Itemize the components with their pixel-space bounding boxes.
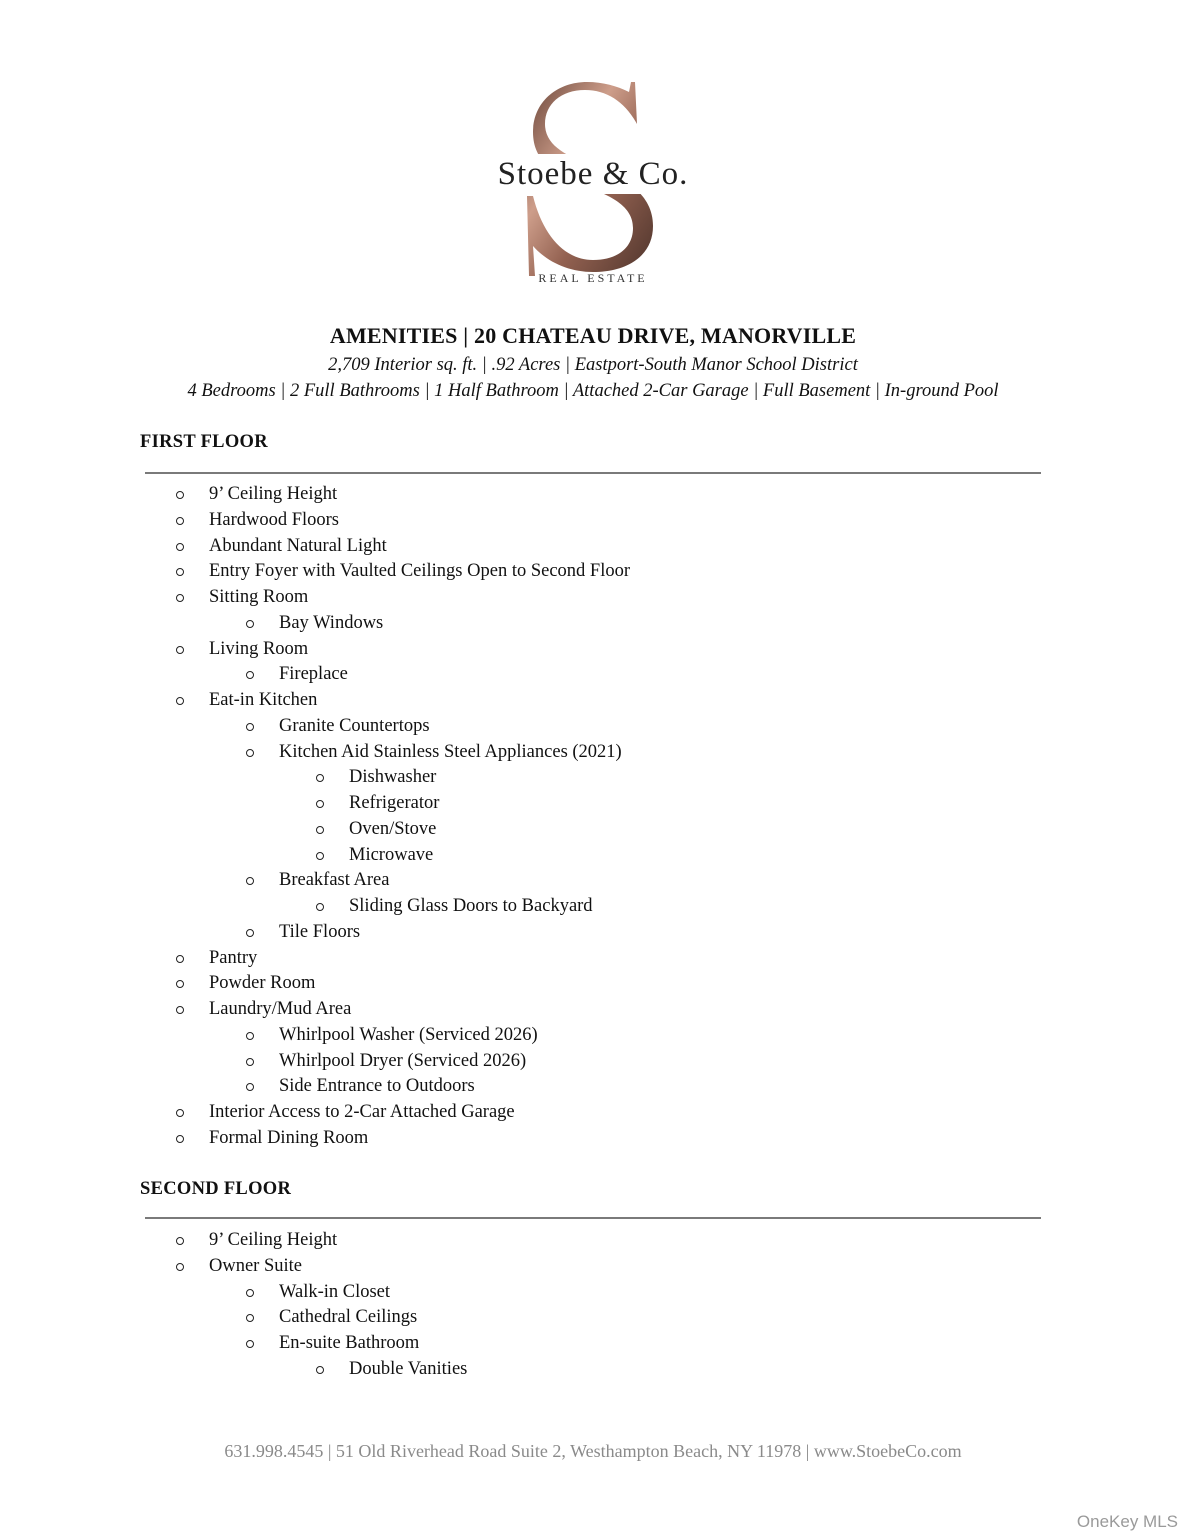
bullet-circle-icon <box>176 1109 184 1117</box>
amenity-text: Owner Suite <box>209 1255 302 1276</box>
bullet-circle-icon <box>246 1289 254 1297</box>
amenity-text: Tile Floors <box>279 921 361 942</box>
first-floor-divider <box>145 472 1041 474</box>
bullet-circle-icon <box>176 955 184 963</box>
bullet-circle-icon <box>316 774 324 782</box>
amenity-text: Side Entrance to Outdoors <box>279 1076 475 1097</box>
amenity-text: Granite Countertops <box>279 715 430 736</box>
bullet-circle-icon <box>316 903 324 911</box>
bullet-circle-icon <box>246 1083 254 1091</box>
bullet-circle-icon <box>316 852 324 860</box>
amenity-text: Kitchen Aid Stainless Steel Appliances (2021) <box>279 741 622 762</box>
amenity-text: Entry Foyer with Vaulted Ceilings Open to Second Floor <box>209 561 631 582</box>
first-floor-heading: FIRST FLOOR <box>140 432 268 452</box>
property-features-summary: 4 Bedrooms | 2 Full Bathrooms | 1 Half Bathroom | Attached 2-Car Garage | Full Basement | In-ground Pool <box>187 381 999 401</box>
amenity-text: Double Vanities <box>349 1358 468 1379</box>
bullet-circle-icon <box>246 1340 254 1348</box>
page-title: AMENITIES | 20 CHATEAU DRIVE, MANORVILLE <box>329 323 857 348</box>
bullet-circle-icon <box>176 1237 184 1245</box>
amenity-text: Bay Windows <box>279 612 384 633</box>
amenity-text: Refrigerator <box>349 793 440 813</box>
bullet-circle-icon <box>246 877 254 885</box>
brand-name: Stoebe & Co. <box>497 156 689 192</box>
bullet-circle-icon <box>316 826 324 834</box>
amenity-text: Living Room <box>209 638 309 659</box>
amenity-text: Whirlpool Washer (Serviced 2026) <box>279 1024 538 1045</box>
amenity-text: Interior Access to 2-Car Attached Garage <box>209 1102 515 1122</box>
amenity-text: 9’ Ceiling Height <box>209 1230 338 1250</box>
amenity-text: Powder Room <box>209 973 316 994</box>
bullet-circle-icon <box>246 671 254 679</box>
bullet-circle-icon <box>316 800 324 808</box>
amenity-text: 9’ Ceiling Height <box>209 484 338 504</box>
second-floor-divider <box>145 1217 1041 1219</box>
amenity-text: Laundry/Mud Area <box>209 999 352 1019</box>
second-floor-heading: SECOND FLOOR <box>140 1179 292 1199</box>
amenity-text: Formal Dining Room <box>209 1127 369 1148</box>
amenity-text: Cathedral Ceilings <box>279 1307 418 1328</box>
amenity-text: Breakfast Area <box>279 870 390 891</box>
bullet-circle-icon <box>176 646 184 654</box>
company-logo <box>485 76 701 288</box>
bullet-circle-icon <box>316 1366 324 1374</box>
bullet-circle-icon <box>176 594 184 602</box>
amenity-text: Walk-in Closet <box>279 1281 391 1302</box>
amenity-text: Fireplace <box>279 664 348 685</box>
amenity-text: Pantry <box>209 947 258 968</box>
bullet-circle-icon <box>176 1263 184 1271</box>
amenity-text: Abundant Natural Light <box>209 535 387 556</box>
bullet-circle-icon <box>176 543 184 551</box>
amenity-text: Sliding Glass Doors to Backyard <box>349 896 593 916</box>
amenity-text: Dishwasher <box>349 767 437 788</box>
amenity-text: Sitting Room <box>209 587 309 607</box>
amenity-text: Whirlpool Dryer (Serviced 2026) <box>279 1050 527 1071</box>
mls-watermark: OneKey MLS <box>1076 1512 1178 1531</box>
amenity-text: Hardwood Floors <box>209 509 340 530</box>
bullet-circle-icon <box>246 749 254 757</box>
brand-tagline: REAL ESTATE <box>538 271 648 285</box>
amenity-text: En-suite Bathroom <box>279 1333 420 1353</box>
bullet-circle-icon <box>246 1058 254 1066</box>
amenity-text: Oven/Stove <box>349 818 437 839</box>
bullet-circle-icon <box>176 517 184 525</box>
footer-contact: 631.998.4545 | 51 Old Riverhead Road Suite 2, Westhampton Beach, NY 11978 | www.StoebeCo.com <box>224 1441 962 1461</box>
amenity-text: Microwave <box>349 844 434 865</box>
bullet-circle-icon <box>176 568 184 576</box>
bullet-circle-icon <box>246 929 254 937</box>
bullet-circle-icon <box>246 723 254 731</box>
bullet-circle-icon <box>176 1006 184 1014</box>
bullet-circle-icon <box>176 697 184 705</box>
bullet-circle-icon <box>176 1135 184 1143</box>
property-summary: 2,709 Interior sq. ft. | .92 Acres | Eastport-South Manor School District <box>328 355 858 375</box>
bullet-circle-icon <box>176 491 184 499</box>
bullet-circle-icon <box>176 980 184 988</box>
bullet-circle-icon <box>246 1032 254 1040</box>
amenity-text: Eat-in Kitchen <box>209 690 318 710</box>
bullet-circle-icon <box>246 620 254 628</box>
bullet-circle-icon <box>246 1314 254 1322</box>
